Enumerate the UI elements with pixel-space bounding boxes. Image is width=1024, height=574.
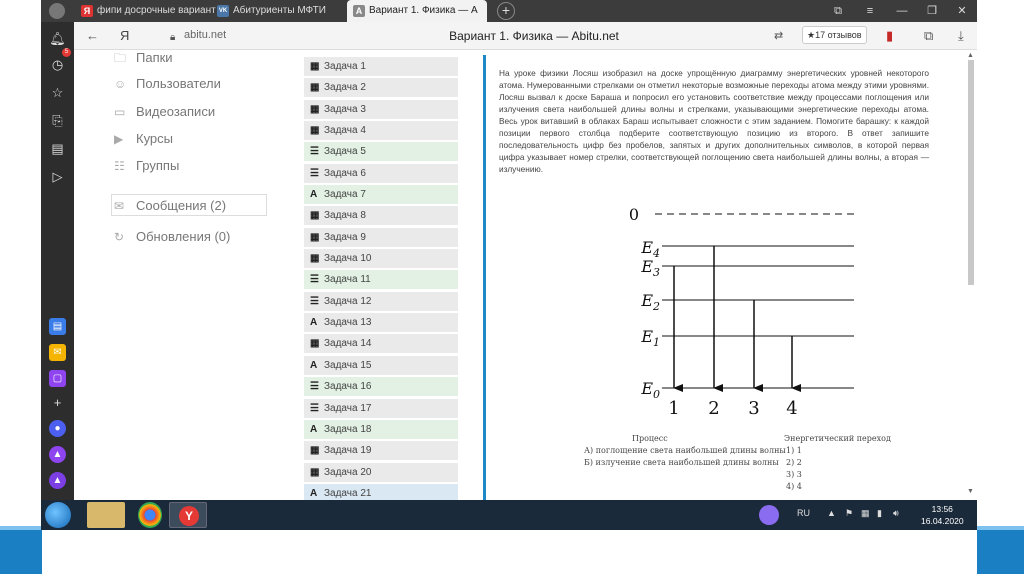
tab-bar (41, 0, 977, 22)
calculator-icon: ▦ (310, 82, 320, 94)
tab-label: Вариант 1. Физика — А (369, 5, 478, 16)
list-icon: ☰ (310, 146, 319, 158)
task-label: Задача 3 (324, 103, 366, 115)
vk-favicon-icon: VK (217, 5, 229, 17)
sidebar-item-videos[interactable] (114, 104, 215, 119)
tab-mipt[interactable] (211, 0, 331, 22)
translate-icon[interactable]: ⇄ (774, 30, 784, 42)
task-label: Задача 10 (324, 253, 372, 265)
list-icon: ☰ (310, 274, 319, 286)
task-item[interactable] (304, 185, 458, 204)
video-icon: ▭ (114, 105, 126, 119)
task-item[interactable] (304, 313, 458, 332)
close-button[interactable]: ✕ (957, 5, 967, 17)
scrollbar[interactable] (967, 52, 975, 498)
slide-stripe-left (0, 530, 42, 574)
task-item[interactable] (304, 206, 458, 225)
calculator-icon: ▦ (310, 103, 320, 115)
alice-app-icon[interactable]: ● (49, 420, 66, 437)
problem-text: На уроке физики Лосяш изобразил на доске упрощённую диаграмму энергетических уровней некоторого атома. Нумерованными стрелками он отметил некоторые возможные переходы атома между этими уровнями. Лосяш вызвал к доске Бараша и попросил его установить соответствие между процессами поглощения или излучения света наибольшей длины волны и стрелками, указывающими энергетические переходы атома. Весь урок витавший в облаках Бараш испытывает сложности с этим заданием. Помогите барашку: к каждой позиции первого столбца подберите соответствующую позицию из второго. В ответ запишите последовательность цифр без пробелов, запятых и других дополнительных символов, в которой первая цифра указывает номер стрелки, соответствующей поглощению света наибольшей длины волны, а вторая — излучению. (499, 68, 929, 174)
sidebar-item-courses[interactable] (114, 131, 173, 146)
col2-header: Энергетический переход (784, 434, 891, 443)
play-icon: ▶ (114, 132, 124, 146)
col2-item-4: 4) 4 (786, 482, 802, 491)
arrow-number-3: 3 (748, 398, 760, 419)
task-item[interactable] (304, 420, 458, 439)
content-divider (483, 55, 486, 500)
mail-app-icon[interactable]: ✉ (49, 344, 66, 361)
task-item[interactable] (304, 356, 458, 375)
page-title: Вариант 1. Физика — Abitu.net (449, 29, 619, 43)
col2-item-2: 2) 2 (786, 458, 802, 467)
task-item[interactable] (304, 164, 458, 183)
task-label: Задача 8 (324, 210, 366, 222)
calculator-icon: ▦ (310, 253, 320, 265)
messages-label: Сообщения (2) (136, 198, 227, 213)
tab-variant[interactable] (347, 0, 487, 22)
task-item[interactable] (304, 399, 458, 418)
refresh-icon: ↻ (114, 230, 125, 244)
arrow-number-4: 4 (786, 398, 798, 419)
level-label-e0: $E_0$ (641, 379, 660, 401)
tray-signal-icon[interactable]: ▮ (877, 508, 882, 518)
sidebar-item-users[interactable] (114, 76, 221, 91)
level-label-e1: $E_1$ (641, 327, 660, 349)
updates-label: Обновления (0) (136, 229, 231, 244)
yandex-favicon-icon: Я (81, 5, 93, 17)
page-content (74, 50, 977, 500)
minimize-button[interactable]: — (896, 5, 908, 17)
address-bar (74, 22, 977, 50)
task-item[interactable] (304, 142, 458, 161)
profile-avatar[interactable] (41, 0, 71, 22)
task-label: Задача 20 (324, 466, 372, 478)
restore-button[interactable]: ❐ (927, 5, 937, 17)
bookmarks-star-icon[interactable]: ☆ (51, 85, 64, 100)
menu-icon[interactable]: ≡ (866, 5, 874, 17)
scrollbar-thumb[interactable] (968, 60, 974, 285)
list-icon: ☰ (310, 381, 319, 393)
sidebar-item-folders[interactable] (114, 49, 173, 70)
task-label: Задача 2 (324, 82, 366, 94)
task-item[interactable] (304, 377, 458, 396)
task-label: Задача 12 (324, 295, 372, 307)
task-item[interactable] (304, 78, 458, 97)
task-label: Задача 9 (324, 231, 366, 243)
chrome-app-icon[interactable] (138, 502, 162, 528)
downloads-icon[interactable]: ⎘ (52, 113, 63, 128)
folder-icon: 🗀︎ (114, 51, 127, 65)
reviews-button[interactable]: ★17 отзывов (802, 26, 867, 44)
calculator-icon: ▦ (310, 210, 320, 222)
task-item[interactable] (304, 334, 458, 353)
calculator-icon: ▦ (310, 125, 320, 137)
task-label: Задача 21 (324, 487, 372, 499)
list-icon: ☰ (310, 295, 319, 307)
scroll-up-icon[interactable]: ▲ (967, 52, 974, 59)
collections-icon[interactable]: ⧉ (834, 5, 842, 17)
media-play-icon[interactable]: ▷ (52, 169, 63, 184)
notification-badge: 5 (62, 48, 71, 57)
url-text[interactable]: abitu.net (184, 29, 227, 41)
messenger-app-icon[interactable]: ▢ (49, 370, 66, 387)
bookmark-icon[interactable]: ▮ (886, 28, 894, 43)
sidebar-item-label: Папки (136, 50, 173, 65)
sidebar-item-updates[interactable] (114, 229, 230, 244)
col2-item-1: 1) 1 (786, 446, 802, 455)
level-label-e2: $E_2$ (641, 291, 660, 313)
new-tab-button[interactable]: + (497, 2, 515, 20)
col1-item-a: А) поглощение света наибольшей длины волны (584, 446, 786, 455)
tab-fipi[interactable] (75, 0, 216, 22)
col2-item-3: 3) 3 (786, 470, 802, 479)
list-icon: ☰ (310, 402, 319, 414)
alice-tray-icon[interactable] (759, 505, 779, 525)
text-icon: A (310, 359, 318, 371)
bell-icon[interactable]: 🔔︎ (49, 31, 66, 46)
task-label: Задача 1 (324, 61, 366, 72)
arrow-number-1: 1 (668, 398, 680, 419)
sidebar-item-messages[interactable] (114, 198, 226, 213)
task-label: Задача 4 (324, 125, 366, 137)
windows-taskbar (41, 500, 977, 530)
text-icon: A (310, 423, 318, 435)
task-item[interactable] (304, 292, 458, 311)
back-arrow-icon[interactable]: ← (86, 28, 99, 43)
app-icon[interactable]: ▲ (49, 446, 66, 463)
groups-icon: ☷ (114, 159, 125, 173)
task-label: Задача 18 (324, 423, 372, 435)
history-icon[interactable]: ◷ (51, 57, 64, 72)
slide-stripe-right (977, 530, 1024, 574)
arrow-number-2: 2 (708, 398, 720, 419)
docs-app-icon[interactable]: ▤ (49, 318, 66, 335)
lock-icon[interactable]: 🔒︎ (170, 32, 176, 43)
language-indicator[interactable]: RU (797, 508, 810, 518)
task-label: Задача 17 (324, 402, 372, 414)
mail-icon: ✉ (114, 199, 125, 213)
sidebar-item-label: Видеозаписи (136, 104, 216, 119)
calculator-icon: ▦ (310, 231, 320, 243)
notes-icon[interactable]: ▤ (51, 141, 64, 156)
task-item[interactable] (304, 463, 458, 482)
tray-flag-icon[interactable]: ⚑ (845, 508, 854, 518)
task-label: Задача 6 (324, 167, 366, 179)
list-icon: ☰ (310, 167, 319, 179)
user-icon: ☺ (114, 77, 127, 91)
calculator-icon: ▦ (310, 61, 320, 72)
task-item[interactable] (304, 270, 458, 289)
task-item[interactable] (304, 121, 458, 140)
task-label: Задача 13 (324, 317, 372, 329)
tray-arrow-icon[interactable]: ▲ (827, 508, 836, 518)
yandex-logo[interactable]: Я (120, 28, 130, 43)
start-button[interactable] (45, 502, 71, 528)
assistant-icon[interactable]: ▲ (49, 472, 66, 489)
text-icon: A (310, 189, 318, 201)
tab-label: Абитуриенты МФТИ (233, 5, 326, 16)
task-label: Задача 5 (324, 146, 366, 158)
task-label: Задача 14 (324, 338, 372, 350)
col1-item-b: Б) излучение света наибольшей длины волны (584, 458, 779, 467)
sidebar-item-label: Пользователи (136, 76, 221, 91)
sidebar-item-label: Группы (136, 158, 180, 173)
level-zero-label: 0 (628, 205, 640, 224)
col1-header: Процесс (632, 434, 668, 443)
task-item[interactable] (304, 100, 458, 119)
energy-level-diagram (514, 200, 798, 432)
tab-label: фипи досрочные вариант (97, 5, 216, 16)
sidebar-item-groups[interactable] (114, 158, 179, 173)
calculator-icon: ▦ (310, 466, 320, 478)
abitu-favicon-icon: A (353, 5, 365, 17)
level-label-e4: $E_4$ (641, 238, 660, 260)
task-label: Задача 16 (324, 381, 372, 393)
tray-volume-icon[interactable]: 🔊︎ (893, 508, 899, 518)
text-icon: A (310, 317, 318, 329)
protect-icon[interactable]: ⧉ (924, 28, 934, 43)
yandex-browser-app-icon[interactable]: Y (169, 502, 207, 528)
text-icon: A (310, 487, 318, 499)
clock-time: 13:56 (931, 504, 953, 514)
scroll-down-icon[interactable]: ▼ (967, 488, 974, 495)
task-label: Задача 11 (324, 274, 371, 286)
browser-screen (41, 0, 977, 530)
task-item[interactable] (304, 228, 458, 247)
sidebar-item-label: Курсы (136, 131, 174, 146)
taskbar-clock[interactable] (921, 503, 964, 527)
calculator-icon: ▦ (310, 445, 320, 457)
calculator-icon: ▦ (310, 338, 320, 350)
task-list (304, 57, 458, 505)
task-item[interactable] (304, 249, 458, 268)
task-label: Задача 19 (324, 445, 372, 457)
task-item[interactable] (304, 441, 458, 460)
clock-date: 16.04.2020 (921, 516, 964, 526)
tray-network-icon[interactable]: ▦ (861, 508, 870, 518)
download-icon[interactable]: ⤓ (958, 28, 964, 43)
task-item[interactable] (304, 57, 458, 76)
task-label: Задача 7 (324, 189, 366, 201)
add-app-icon[interactable]: + (53, 395, 62, 410)
browser-side-rail (41, 22, 74, 500)
level-label-e3: $E_3$ (641, 257, 660, 279)
task-label: Задача 15 (324, 359, 372, 371)
explorer-app-icon[interactable] (87, 502, 125, 528)
